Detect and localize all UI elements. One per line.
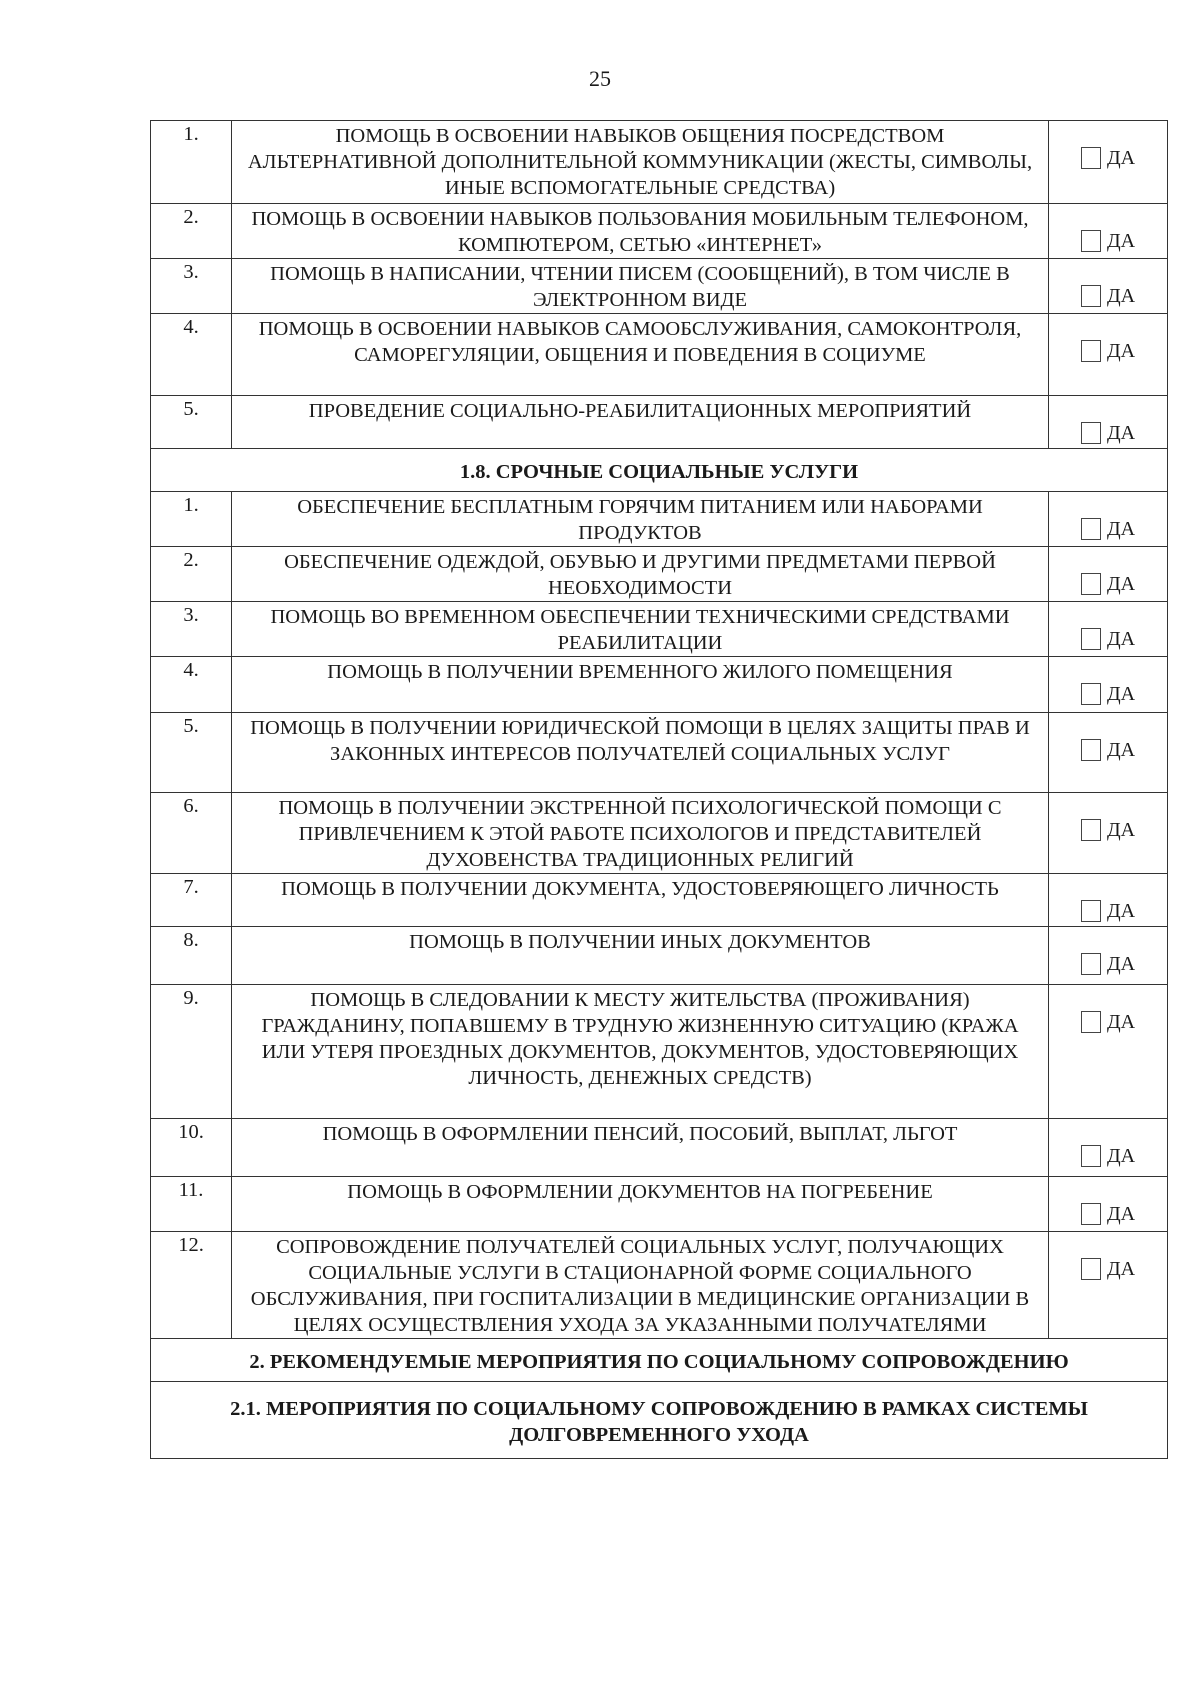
row-number: 5. [151,713,232,793]
service-description: ОБЕСПЕЧЕНИЕ ОДЕЖДОЙ, ОБУВЬЮ И ДРУГИМИ ПРЕДМЕТАМИ ПЕРВОЙ НЕОБХОДИМОСТИ [232,547,1049,602]
yes-option-cell [1049,314,1168,396]
yes-option-cell [1049,1119,1168,1177]
section-row [151,449,1168,492]
service-row [151,121,1168,204]
service-group-urgent [151,492,1168,1339]
yes-option[interactable] [1049,547,1167,597]
row-number: 10. [151,1119,232,1177]
yes-label: ДА [1106,628,1136,650]
row-number: 1. [151,121,232,204]
row-number: 9. [151,985,232,1119]
section-row [151,1382,1168,1459]
yes-option-cell [1049,121,1168,204]
checkbox[interactable] [1081,683,1101,705]
row-number: 8. [151,927,232,985]
checkbox[interactable] [1081,1203,1101,1225]
yes-option-cell [1049,396,1168,449]
service-row [151,602,1168,657]
checkbox[interactable] [1081,900,1101,922]
checkbox[interactable] [1081,1145,1101,1167]
service-row [151,547,1168,602]
yes-option[interactable] [1049,1177,1167,1227]
checkbox[interactable] [1081,230,1101,252]
section-recommended [151,1339,1168,1459]
yes-option[interactable] [1049,314,1167,364]
yes-label: ДА [1106,230,1136,252]
service-description: ПОМОЩЬ В ОСВОЕНИИ НАВЫКОВ ОБЩЕНИЯ ПОСРЕДСТВОМ АЛЬТЕРНАТИВНОЙ ДОПОЛНИТЕЛЬНОЙ КОММУНИКАЦИИ (ЖЕСТЫ, СИМВОЛЫ, ИНЫЕ ВСПОМОГАТЕЛЬНЫЕ СРЕДСТВА) [232,121,1049,204]
checkbox[interactable] [1081,953,1101,975]
yes-label: ДА [1106,1203,1136,1225]
yes-option[interactable] [1049,793,1167,843]
yes-option-cell [1049,1232,1168,1339]
yes-label: ДА [1106,900,1136,922]
row-number: 7. [151,874,232,927]
row-number: 11. [151,1177,232,1232]
service-row [151,1177,1168,1232]
service-row [151,874,1168,927]
yes-label: ДА [1106,147,1136,169]
yes-option-cell [1049,204,1168,259]
yes-option[interactable] [1049,874,1167,924]
checkbox[interactable] [1081,147,1101,169]
yes-option[interactable] [1049,396,1167,446]
row-number: 3. [151,602,232,657]
yes-option-cell [1049,602,1168,657]
yes-option-cell [1049,492,1168,547]
checkbox[interactable] [1081,1011,1101,1033]
yes-option-cell [1049,1177,1168,1232]
yes-label: ДА [1106,819,1136,841]
service-description: ПОМОЩЬ ВО ВРЕМЕННОМ ОБЕСПЕЧЕНИИ ТЕХНИЧЕСКИМИ СРЕДСТВАМИ РЕАБИЛИТАЦИИ [232,602,1049,657]
service-description: ПОМОЩЬ В ПОЛУЧЕНИИ ЭКСТРЕННОЙ ПСИХОЛОГИЧЕСКОЙ ПОМОЩИ С ПРИВЛЕЧЕНИЕМ К ЭТОЙ РАБОТЕ ПСИХОЛОГОВ И ПРЕДСТАВИТЕЛЕЙ ДУХОВЕНСТВА ТРАДИЦИОННЫХ РЕЛИГИЙ [232,793,1049,874]
yes-label: ДА [1106,1258,1136,1280]
yes-option-cell [1049,657,1168,713]
service-description: ПОМОЩЬ В ПОЛУЧЕНИИ ДОКУМЕНТА, УДОСТОВЕРЯЮЩЕГО ЛИЧНОСТЬ [232,874,1049,927]
yes-label: ДА [1106,953,1136,975]
yes-label: ДА [1106,1011,1136,1033]
service-row [151,314,1168,396]
service-row [151,259,1168,314]
yes-option[interactable] [1049,985,1167,1035]
section-heading-longterm: 2.1. МЕРОПРИЯТИЯ ПО СОЦИАЛЬНОМУ СОПРОВОЖДЕНИЮ В РАМКАХ СИСТЕМЫ ДОЛГОВРЕМЕННОГО УХОДА [151,1382,1168,1459]
service-description: ПОМОЩЬ В ПОЛУЧЕНИИ ВРЕМЕННОГО ЖИЛОГО ПОМЕЩЕНИЯ [232,657,1049,713]
service-description: ПОМОЩЬ В ОФОРМЛЕНИИ ДОКУМЕНТОВ НА ПОГРЕБЕНИЕ [232,1177,1049,1232]
row-number: 2. [151,547,232,602]
yes-label: ДА [1106,1145,1136,1167]
yes-option-cell [1049,259,1168,314]
row-number: 1. [151,492,232,547]
checkbox[interactable] [1081,518,1101,540]
checkbox[interactable] [1081,422,1101,444]
row-number: 12. [151,1232,232,1339]
service-description: ПОМОЩЬ В ОСВОЕНИИ НАВЫКОВ САМООБСЛУЖИВАНИЯ, САМОКОНТРОЛЯ, САМОРЕГУЛЯЦИИ, ОБЩЕНИЯ И ПОВЕДЕНИЯ В СОЦИУМЕ [232,314,1049,396]
service-description: ПОМОЩЬ В ОСВОЕНИИ НАВЫКОВ ПОЛЬЗОВАНИЯ МОБИЛЬНЫМ ТЕЛЕФОНОМ, КОМПЮТЕРОМ, СЕТЬЮ «ИНТЕРНЕТ» [232,204,1049,259]
service-description: ПОМОЩЬ В ПОЛУЧЕНИИ ЮРИДИЧЕСКОЙ ПОМОЩИ В ЦЕЛЯХ ЗАЩИТЫ ПРАВ И ЗАКОННЫХ ИНТЕРЕСОВ ПОЛУЧАТЕЛЕЙ СОЦИАЛЬНЫХ УСЛУГ [232,713,1049,793]
service-row [151,396,1168,449]
checkbox[interactable] [1081,1258,1101,1280]
yes-option[interactable] [1049,121,1167,171]
yes-label: ДА [1106,340,1136,362]
service-row [151,1119,1168,1177]
service-row [151,492,1168,547]
row-number: 5. [151,396,232,449]
yes-option-cell [1049,927,1168,985]
section-heading-urgent: 1.8. СРОЧНЫЕ СОЦИАЛЬНЫЕ УСЛУГИ [151,449,1168,492]
service-description: ПОМОЩЬ В НАПИСАНИИ, ЧТЕНИИ ПИСЕМ (СООБЩЕНИЙ), В ТОМ ЧИСЛЕ В ЭЛЕКТРОННОМ ВИДЕ [232,259,1049,314]
service-row [151,204,1168,259]
page-number: 25 [589,66,611,91]
yes-option[interactable] [1049,259,1167,309]
checkbox[interactable] [1081,573,1101,595]
yes-option-cell [1049,713,1168,793]
row-number: 4. [151,657,232,713]
yes-label: ДА [1106,739,1136,761]
checkbox[interactable] [1081,628,1101,650]
yes-option-cell [1049,793,1168,874]
service-row [151,985,1168,1119]
yes-label: ДА [1106,285,1136,307]
yes-option[interactable] [1049,602,1167,652]
yes-option-cell [1049,874,1168,927]
section-urgent [151,449,1168,492]
checkbox[interactable] [1081,819,1101,841]
section-row [151,1339,1168,1382]
checkbox[interactable] [1081,340,1101,362]
yes-option[interactable] [1049,713,1167,763]
row-number: 4. [151,314,232,396]
service-description: ПОМОЩЬ В ПОЛУЧЕНИИ ИНЫХ ДОКУМЕНТОВ [232,927,1049,985]
yes-option[interactable] [1049,1232,1167,1282]
yes-option[interactable] [1049,1119,1167,1169]
yes-option[interactable] [1049,927,1167,977]
services-table [150,120,1168,1459]
yes-option[interactable] [1049,492,1167,542]
service-description: СОПРОВОЖДЕНИЕ ПОЛУЧАТЕЛЕЙ СОЦИАЛЬНЫХ УСЛУГ, ПОЛУЧАЮЩИХ СОЦИАЛЬНЫЕ УСЛУГИ В СТАЦИОНАРНОЙ ФОРМЕ СОЦИАЛЬНОГО ОБСЛУЖИВАНИЯ, ПРИ ГОСПИТАЛИЗАЦИИ В МЕДИЦИНСКИЕ ОРГАНИЗАЦИИ В ЦЕЛЯХ ОСУЩЕСТВЛЕНИЯ УХОДА ЗА УКАЗАННЫМИ ПОЛУЧАТЕЛЯМИ [232,1232,1049,1339]
service-row [151,1232,1168,1339]
service-row [151,793,1168,874]
yes-option[interactable] [1049,204,1167,254]
row-number: 6. [151,793,232,874]
service-description: ПОМОЩЬ В ОФОРМЛЕНИИ ПЕНСИЙ, ПОСОБИЙ, ВЫПЛАТ, ЛЬГОТ [232,1119,1049,1177]
checkbox[interactable] [1081,739,1101,761]
service-row [151,713,1168,793]
service-row [151,657,1168,713]
service-description: ПРОВЕДЕНИЕ СОЦИАЛЬНО-РЕАБИЛИТАЦИОННЫХ МЕРОПРИЯТИЙ [232,396,1049,449]
yes-option-cell [1049,985,1168,1119]
service-group-rehabilitation [151,121,1168,449]
service-description: ПОМОЩЬ В СЛЕДОВАНИИ К МЕСТУ ЖИТЕЛЬСТВА (ПРОЖИВАНИЯ) ГРАЖДАНИНУ, ПОПАВШЕМУ В ТРУДНУЮ ЖИЗНЕННУЮ СИТУАЦИЮ (КРАЖА ИЛИ УТЕРЯ ПРОЕЗДНЫХ ДОКУМЕНТОВ, ДОКУМЕНТОВ, УДОСТОВЕРЯЮЩИХ ЛИЧНОСТЬ, ДЕНЕЖНЫХ СРЕДСТВ) [232,985,1049,1119]
yes-option-cell [1049,547,1168,602]
yes-label: ДА [1106,518,1136,540]
row-number: 2. [151,204,232,259]
yes-label: ДА [1106,683,1136,705]
checkbox[interactable] [1081,285,1101,307]
yes-label: ДА [1106,422,1136,444]
service-row [151,927,1168,985]
yes-option[interactable] [1049,657,1167,707]
section-heading-recommended: 2. РЕКОМЕНДУЕМЫЕ МЕРОПРИЯТИЯ ПО СОЦИАЛЬНОМУ СОПРОВОЖДЕНИЮ [151,1339,1168,1382]
yes-label: ДА [1106,573,1136,595]
row-number: 3. [151,259,232,314]
service-description: ОБЕСПЕЧЕНИЕ БЕСПЛАТНЫМ ГОРЯЧИМ ПИТАНИЕМ ИЛИ НАБОРАМИ ПРОДУКТОВ [232,492,1049,547]
